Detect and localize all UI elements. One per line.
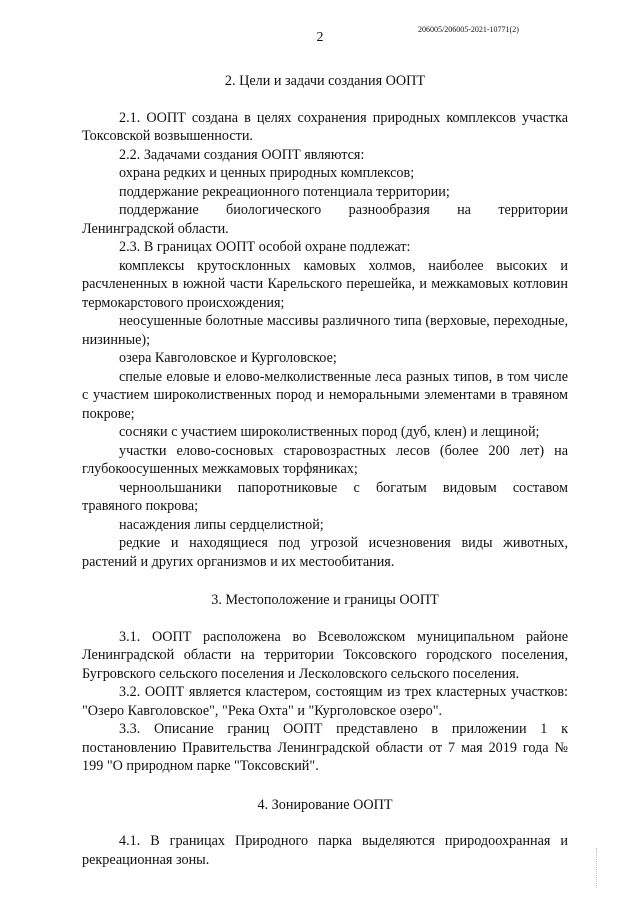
paragraph: черноольшаники папоротниковые с богатым видовым составом травяного покрова; — [82, 479, 568, 514]
paragraph: сосняки с участием широколиственных пород (дуб, клен) и лещиной; — [119, 424, 540, 440]
paragraph: участки елово-сосновых старовозрастных лесов (более 200 лет) на глубокоосушенных межкамовых торфяниках; — [82, 442, 568, 477]
section-spacer — [82, 776, 568, 796]
section-3-body — [82, 628, 568, 776]
paragraph: 2.1. ООПТ создана в целях сохранения природных комплексов участка Токсовской возвышенности. — [82, 109, 568, 144]
paragraph: комплексы крутосклонных камовых холмов, наиболее высоких и расчлененных в южной части Карельского перешейка, и межкамовых котловин термокарстового происхождения; — [82, 257, 568, 311]
section-spacer — [82, 571, 568, 591]
section-2-body — [82, 109, 568, 572]
paragraph: поддержание биологического разнообразия на территории Ленинградской области. — [82, 202, 568, 237]
paragraph: насаждения липы сердцелистной; — [119, 516, 324, 533]
document-number: 206005/206005-2021-10771(2) — [418, 25, 519, 34]
margin-mark — [596, 848, 599, 888]
section-4-title: 4. Зонирование ООПТ — [257, 796, 393, 813]
paragraph: редкие и находящиеся под угрозой исчезновения виды животных, растений и других организмов и их местообитания. — [82, 535, 568, 570]
paragraph: неосушенные болотные массивы различного типа (верховые, переходные, низинные); — [82, 313, 568, 348]
section-4-body — [82, 832, 568, 869]
paragraph: охрана редких и ценных природных комплексов; — [119, 165, 415, 181]
section-3-title: 3. Местоположение и границы ООПТ — [211, 592, 439, 608]
paragraph: озера Кавголовское и Курголовское; — [119, 350, 337, 366]
paragraph: 2.3. В границах ООПТ особой охране подлежат: — [119, 239, 411, 255]
paragraph: 2.2. Задачами создания ООПТ являются: — [119, 146, 365, 163]
document-body — [82, 72, 568, 869]
paragraph: поддержание рекреационного потенциала территории; — [119, 183, 450, 200]
paragraph: 4.1. В границах Природного парка выделяются природоохранная и рекреационная зоны. — [82, 833, 568, 868]
paragraph: спелые еловые и елово-мелколиственные леса разных типов, в том числе с участием широколиственных пород и неморальными элементами в травяном покрове; — [82, 368, 568, 422]
paragraph: 3.3. Описание границ ООПТ представлено в приложении 1 к постановлению Правительства Ленинградской области от 7 мая 2019 года № 199 "О природном парке "Токсовский". — [82, 721, 568, 774]
section-2-title: 2. Цели и задачи создания ООПТ — [224, 73, 426, 89]
paragraph: 3.1. ООПТ расположена во Всеволожском муниципальном районе Ленинградской области на территории Токсовского городского поселения, Бугровского сельского поселения и Лесколовского сельского поселения. — [82, 628, 568, 682]
paragraph: 3.2. ООПТ является кластером, состоящим из трех кластерных участков: "Озеро Кавголовское", "Река Охта" и "Курголовское озеро". — [82, 684, 568, 719]
page-number: 2 — [316, 30, 324, 45]
